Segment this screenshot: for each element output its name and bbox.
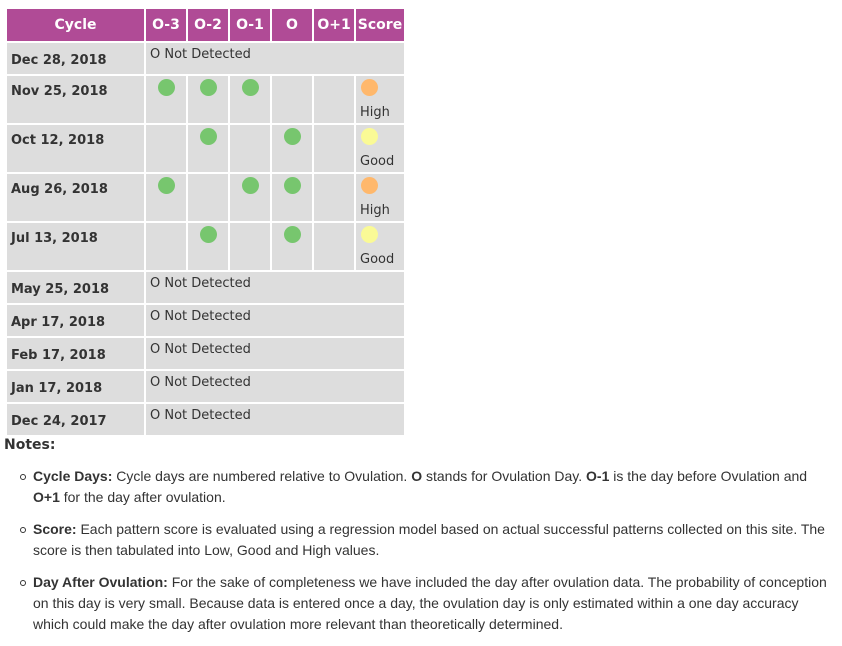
note-term: Day After Ovulation: [33,574,168,590]
score-indicator-icon [361,128,378,145]
note-cycle-days [33,466,833,508]
table-row [6,173,405,222]
note-text: for the day after ovulation. [59,489,226,505]
day-cell-o [271,124,313,173]
pattern-marker-icon [200,79,217,96]
cycle-date: Apr 17, 2018 [6,304,145,337]
not-detected-cell: O Not Detected [145,337,405,370]
day-cell-o-minus-1 [229,173,271,222]
cycle-date: May 25, 2018 [6,271,145,304]
table-row [6,222,405,271]
header-cycle: Cycle [6,8,145,42]
score-cell [355,124,405,173]
note-term: Cycle Days: [33,468,113,484]
note-text: stands for Ovulation Day. [422,468,587,484]
day-cell-o-minus-3 [145,124,187,173]
cycle-date: Jan 17, 2018 [6,370,145,403]
cycle-date: Jul 13, 2018 [6,222,145,271]
score-indicator-icon [361,79,378,96]
day-cell-o-minus-2 [187,124,229,173]
day-cell-o-minus-1 [229,75,271,124]
day-cell-o-plus-1 [313,222,355,271]
note-score [33,519,833,561]
table-row [6,124,405,173]
score-label: Good [360,252,395,267]
day-cell-o [271,75,313,124]
pattern-marker-icon [242,79,259,96]
table-row [6,337,405,370]
note-text: Each pattern score is evaluated using a regression model based on actual successful patterns collected on this site. The score is then tabulated into Low, Good and High values. [33,521,825,558]
notes-list [0,466,833,646]
table-header-row [6,8,405,42]
cycle-date: Oct 12, 2018 [6,124,145,173]
table-row [6,403,405,436]
cycle-date: Dec 28, 2018 [6,42,145,75]
score-cell [355,75,405,124]
day-cell-o-minus-2 [187,75,229,124]
day-cell-o-plus-1 [313,124,355,173]
table-row [6,75,405,124]
score-label: High [360,105,390,120]
day-cell-o-minus-2 [187,173,229,222]
day-cell-o-minus-2 [187,222,229,271]
not-detected-cell: O Not Detected [145,304,405,337]
score-label: Good [360,154,395,169]
cycle-table-container [5,7,406,437]
pattern-marker-icon [200,226,217,243]
header-o: O [271,8,313,42]
day-cell-o-minus-3 [145,75,187,124]
day-cell-o-minus-1 [229,124,271,173]
header-o-plus-1: O+1 [313,8,355,42]
pattern-marker-icon [200,128,217,145]
note-text: For the sake of completeness we have included the day after ovulation data. The probability of conception on this day is very small. Because data is entered once a day, the ovulation day is only estimated within a one day accuracy which could make the day after ovulation more relevant than theoretically determined. [33,574,827,632]
header-score: Score [355,8,405,42]
score-indicator-icon [361,177,378,194]
note-term: O+1 [33,489,60,505]
pattern-marker-icon [242,177,259,194]
note-text: is the day before Ovulation and [609,468,808,484]
cycle-date: Nov 25, 2018 [6,75,145,124]
note-term: O [411,468,423,484]
header-o-minus-1: O-1 [229,8,271,42]
score-indicator-icon [361,226,378,243]
day-cell-o-plus-1 [313,75,355,124]
header-o-minus-2: O-2 [187,8,229,42]
table-row [6,304,405,337]
cycle-table [5,7,406,437]
note-text: Cycle days are numbered relative to Ovulation. [112,468,412,484]
day-cell-o [271,173,313,222]
score-cell [355,222,405,271]
table-body [6,42,405,436]
cycle-date: Aug 26, 2018 [6,173,145,222]
header-o-minus-3: O-3 [145,8,187,42]
score-label: High [360,203,390,218]
day-cell-o [271,222,313,271]
pattern-marker-icon [284,177,301,194]
day-cell-o-minus-3 [145,173,187,222]
day-cell-o-minus-1 [229,222,271,271]
pattern-marker-icon [158,79,175,96]
notes-title: Notes: [4,437,56,453]
cycle-date: Dec 24, 2017 [6,403,145,436]
day-cell-o-plus-1 [313,173,355,222]
not-detected-cell: O Not Detected [145,370,405,403]
not-detected-cell: O Not Detected [145,271,405,304]
day-cell-o-minus-3 [145,222,187,271]
not-detected-cell: O Not Detected [145,403,405,436]
score-cell [355,173,405,222]
table-row [6,271,405,304]
note-term: Score: [33,521,77,537]
cycle-date: Feb 17, 2018 [6,337,145,370]
note-term: O-1 [586,468,610,484]
pattern-marker-icon [158,177,175,194]
table-row [6,370,405,403]
not-detected-cell: O Not Detected [145,42,405,75]
table-row [6,42,405,75]
pattern-marker-icon [284,128,301,145]
note-day-after-ovulation [33,572,833,635]
pattern-marker-icon [284,226,301,243]
